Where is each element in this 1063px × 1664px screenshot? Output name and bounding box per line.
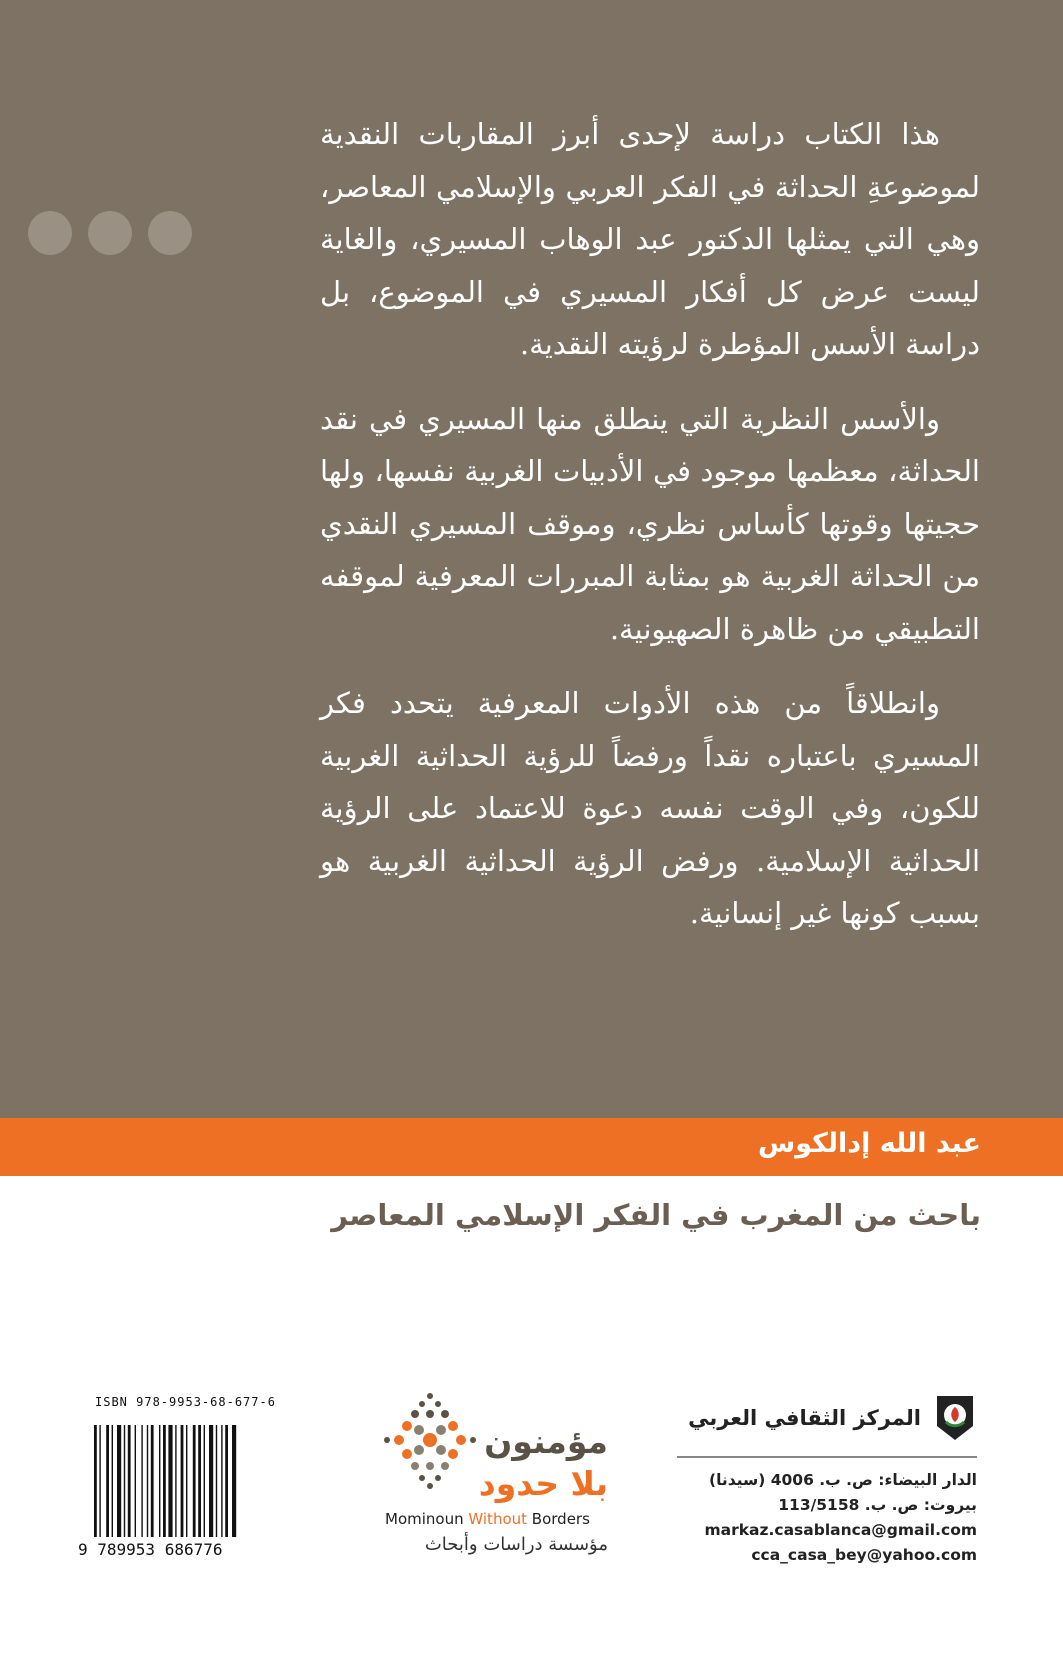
partner-name-ar-line2: بلا حدود [478, 1464, 608, 1503]
author-name: عبد الله إدالكوس [757, 1128, 981, 1159]
publisher-address-casablanca: الدار البيضاء: ص. ب. 4006 (سيدنا) [709, 1471, 977, 1489]
partner-subtitle: مؤسسة دراسات وأبحاث [424, 1534, 608, 1555]
publisher-block [677, 1392, 977, 1568]
dot-icon [148, 211, 192, 255]
partner-name-en-1: Mominoun [385, 1510, 464, 1528]
publisher-name: المركز الثقافي العربي [688, 1406, 921, 1430]
book-blurb [320, 108, 980, 962]
author-description: باحث من المغرب في الفكر الإسلامي المعاصر [331, 1198, 981, 1232]
dot-icon [88, 211, 132, 255]
publisher-logo-icon [933, 1392, 977, 1444]
dot-icon [28, 211, 72, 255]
mominoun-emblem-icon [375, 1386, 485, 1496]
blurb-paragraph-1: هذا الكتاب دراسة لإحدى أبرز المقاربات النقدية لموضوعةِ الحداثة في الفكر العربي والإسلامي المعاصر، وهي التي يمثلها الدكتور عبد الوهاب المسيري، والغاية ليست عرض كل أفكار المسيري في الموضوع، بل دراسة الأسس المؤطرة لرؤيته النقدية. [320, 117, 980, 361]
publisher-divider [677, 1456, 977, 1458]
ean-digits: 9 789953 686776 [78, 1540, 223, 1559]
publisher-address-beirut: بيروت: ص. ب. 113/5158 [778, 1496, 977, 1514]
partner-name-en-2: Without [468, 1510, 528, 1528]
isbn-number: ISBN 978-9953-68-677-6 [95, 1395, 276, 1409]
partner-logo [375, 1386, 640, 1556]
publisher-email-2: cca_casa_bey@yahoo.com [751, 1546, 977, 1564]
blurb-paragraph-2: والأسس النظرية التي ينطلق منها المسيري في نقد الحداثة، معظمها موجود في الأدبيات الغربية نفسها، ولها حجيتها وقوتها كأساس نظري، وموقف المسيري النقدي من الحداثة الغربية هو بمثابة المبررات المعرفية لموقفه التطبيقي من ظاهرة الصهيونية. [320, 401, 980, 646]
decorative-dots [28, 211, 192, 255]
blurb-paragraph-3: وانطلاقاً من هذه الأدوات المعرفية يتحدد فكر المسيري باعتباره نقداً ورفضاً للرؤية الحداثية الغربية للكون، وفي الوقت نفسه دعوة للاعتماد على الرؤية الحداثية الإسلامية. ورفض الرؤية الحداثية الغربية هو بسبب كونها غير إنسانية. [320, 686, 980, 930]
partner-name-ar-line1: مؤمنون [484, 1422, 608, 1461]
publisher-email-1: markaz.casablanca@gmail.com [704, 1521, 977, 1539]
author-band [0, 1118, 1063, 1176]
barcode-icon [92, 1425, 278, 1540]
partner-name-en [385, 1510, 590, 1528]
partner-name-en-3: Borders [531, 1510, 590, 1528]
